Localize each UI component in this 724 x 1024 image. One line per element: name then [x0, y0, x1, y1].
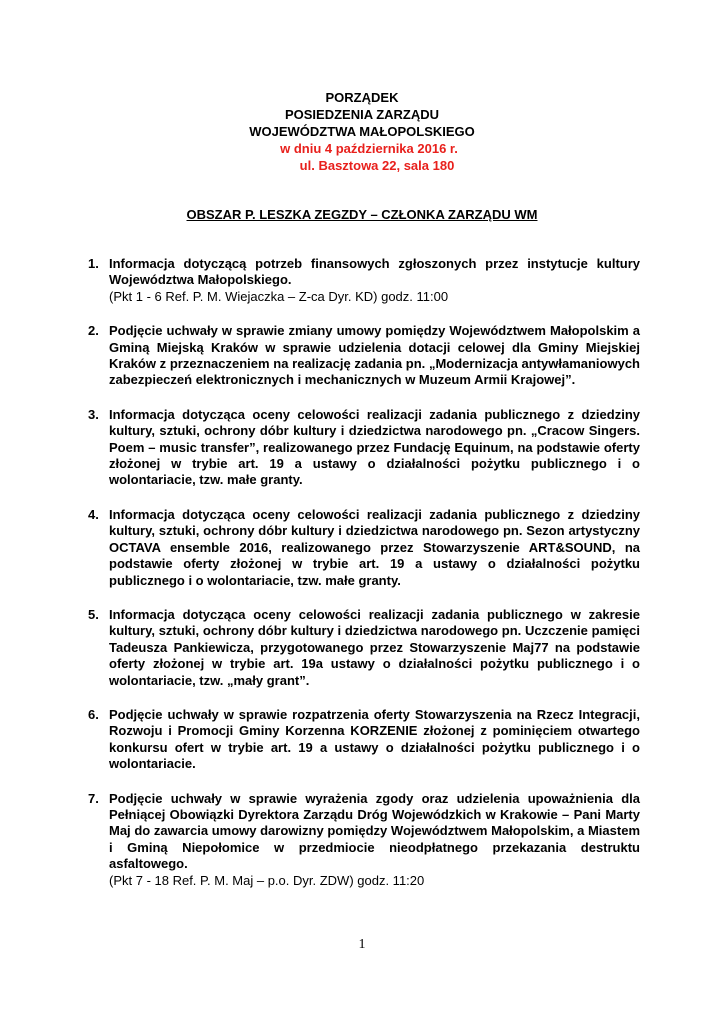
- item-text: Informacja dotycząca oceny celowości realizacji zadania publicznego z dziedziny kultury, sztuki, ochrony dóbr kultury i dziedzictwa narodowego pn. „Cracow Singers. Poem – music transfer”, realizowanego przez Fundację Equinum, na podstawie oferty złożonej w trybie art. 19 a ustawy o działalności pożytku publicznego i o wolontariacie, tzw. małe granty.: [109, 406, 640, 488]
- item-number: 5.: [88, 606, 99, 622]
- header-subtitle: POSIEDZENIA ZARZĄDU: [284, 107, 440, 122]
- item-text: Podjęcie uchwały w sprawie wyrażenia zgody oraz udzielenia upoważnienia dla Pełniącej Obowiązki Dyrektora Zarządu Dróg Wojewódzkich w Krakowie – Pani Marty Maj do zawarcia umowy darowizny pomiędzy Województwem Małopolskim, a Miastem i Gminą Niepołomice w przedmiocie nieodpłatnego przekazania destruktu asfaltowego.: [109, 790, 640, 872]
- header-organization: WOJEWÓDZTWA MAŁOPOLSKIEGO: [249, 124, 475, 139]
- item-note: (Pkt 1 - 6 Ref. P. M. Wiejaczka – Z-ca Dyr. KD) godz. 11:00: [109, 288, 449, 304]
- item-note: (Pkt 7 - 18 Ref. P. M. Maj – p.o. Dyr. ZDW) godz. 11:20: [109, 872, 425, 888]
- agenda-item-1: [88, 256, 640, 305]
- agenda-item-3: [88, 407, 640, 489]
- meeting-address: ul. Basztowa 22, sala 180: [299, 158, 455, 173]
- agenda-item-7: [88, 791, 640, 889]
- header-title: PORZĄDEK: [325, 90, 399, 105]
- agenda-item-2: [88, 323, 640, 389]
- item-text: Podjęcie uchwały w sprawie rozpatrzenia oferty Stowarzyszenia na Rzecz Integracji, Rozwoju i Promocji Gminy Korzenna KORZENIE złożonej z pominięciem otwartego konkursu ofert w trybie art. 19 a ustawy o działalności pożytku publicznego i o wolontariacie.: [109, 706, 640, 772]
- item-text: Podjęcie uchwały w sprawie zmiany umowy pomiędzy Województwem Małopolskim a Gminą Miejską Kraków w sprawie udzielenia dotacji celowej dla Gminy Miejskiej Kraków z przeznaczeniem na realizację zadania pn. „Modernizacja antywłamaniowych zabezpieczeń elektronicznych i mechanicznych w Muzeum Armii Krajowej”.: [109, 323, 640, 388]
- agenda-item-5: [88, 607, 640, 689]
- agenda-list: [88, 256, 640, 907]
- item-number: 3.: [88, 406, 99, 422]
- page-number: 1: [358, 937, 366, 952]
- section-title: OBSZAR P. LESZKA ZEGZDY – CZŁONKA ZARZĄDU WM: [186, 207, 538, 222]
- item-text: Informacja dotyczącą potrzeb finansowych zgłoszonych przez instytucje kultury Województwa Małopolskiego.: [109, 256, 640, 288]
- item-number: 6.: [88, 706, 99, 722]
- item-number: 1.: [88, 256, 99, 271]
- item-text: Informacja dotycząca oceny celowości realizacji zadania publicznego w zakresie kultury, sztuki, ochrony dóbr kultury i dziedzictwa narodowego pn. Uczczenie pamięci Tadeusza Pankiewicza, przygotowanego przez Stowarzyszenie Maj77 na podstawie oferty złożonej w trybie art. 19a ustawy o działalności pożytku publicznego i o wolontariacie, tzw. „mały grant”.: [109, 606, 640, 688]
- item-number: 7.: [88, 790, 99, 806]
- document-header: [0, 89, 724, 174]
- agenda-item-4: [88, 507, 640, 589]
- agenda-item-6: [88, 707, 640, 773]
- item-text: Informacja dotycząca oceny celowości realizacji zadania publicznego z dziedziny kultury, sztuki, ochrony dóbr kultury i dziedzictwa narodowego pn. Sezon artystyczny OCTAVA ensemble 2016, realizowanego przez Stowarzyszenie ART&SOUND, na podstawie oferty złożonej w trybie art. 19 a ustawy o działalności pożytku publicznego i o wolontariacie, tzw. małe granty.: [109, 506, 640, 588]
- item-number: 2.: [88, 323, 99, 339]
- meeting-date: w dniu 4 października 2016 r.: [280, 141, 458, 156]
- item-number: 4.: [88, 506, 99, 522]
